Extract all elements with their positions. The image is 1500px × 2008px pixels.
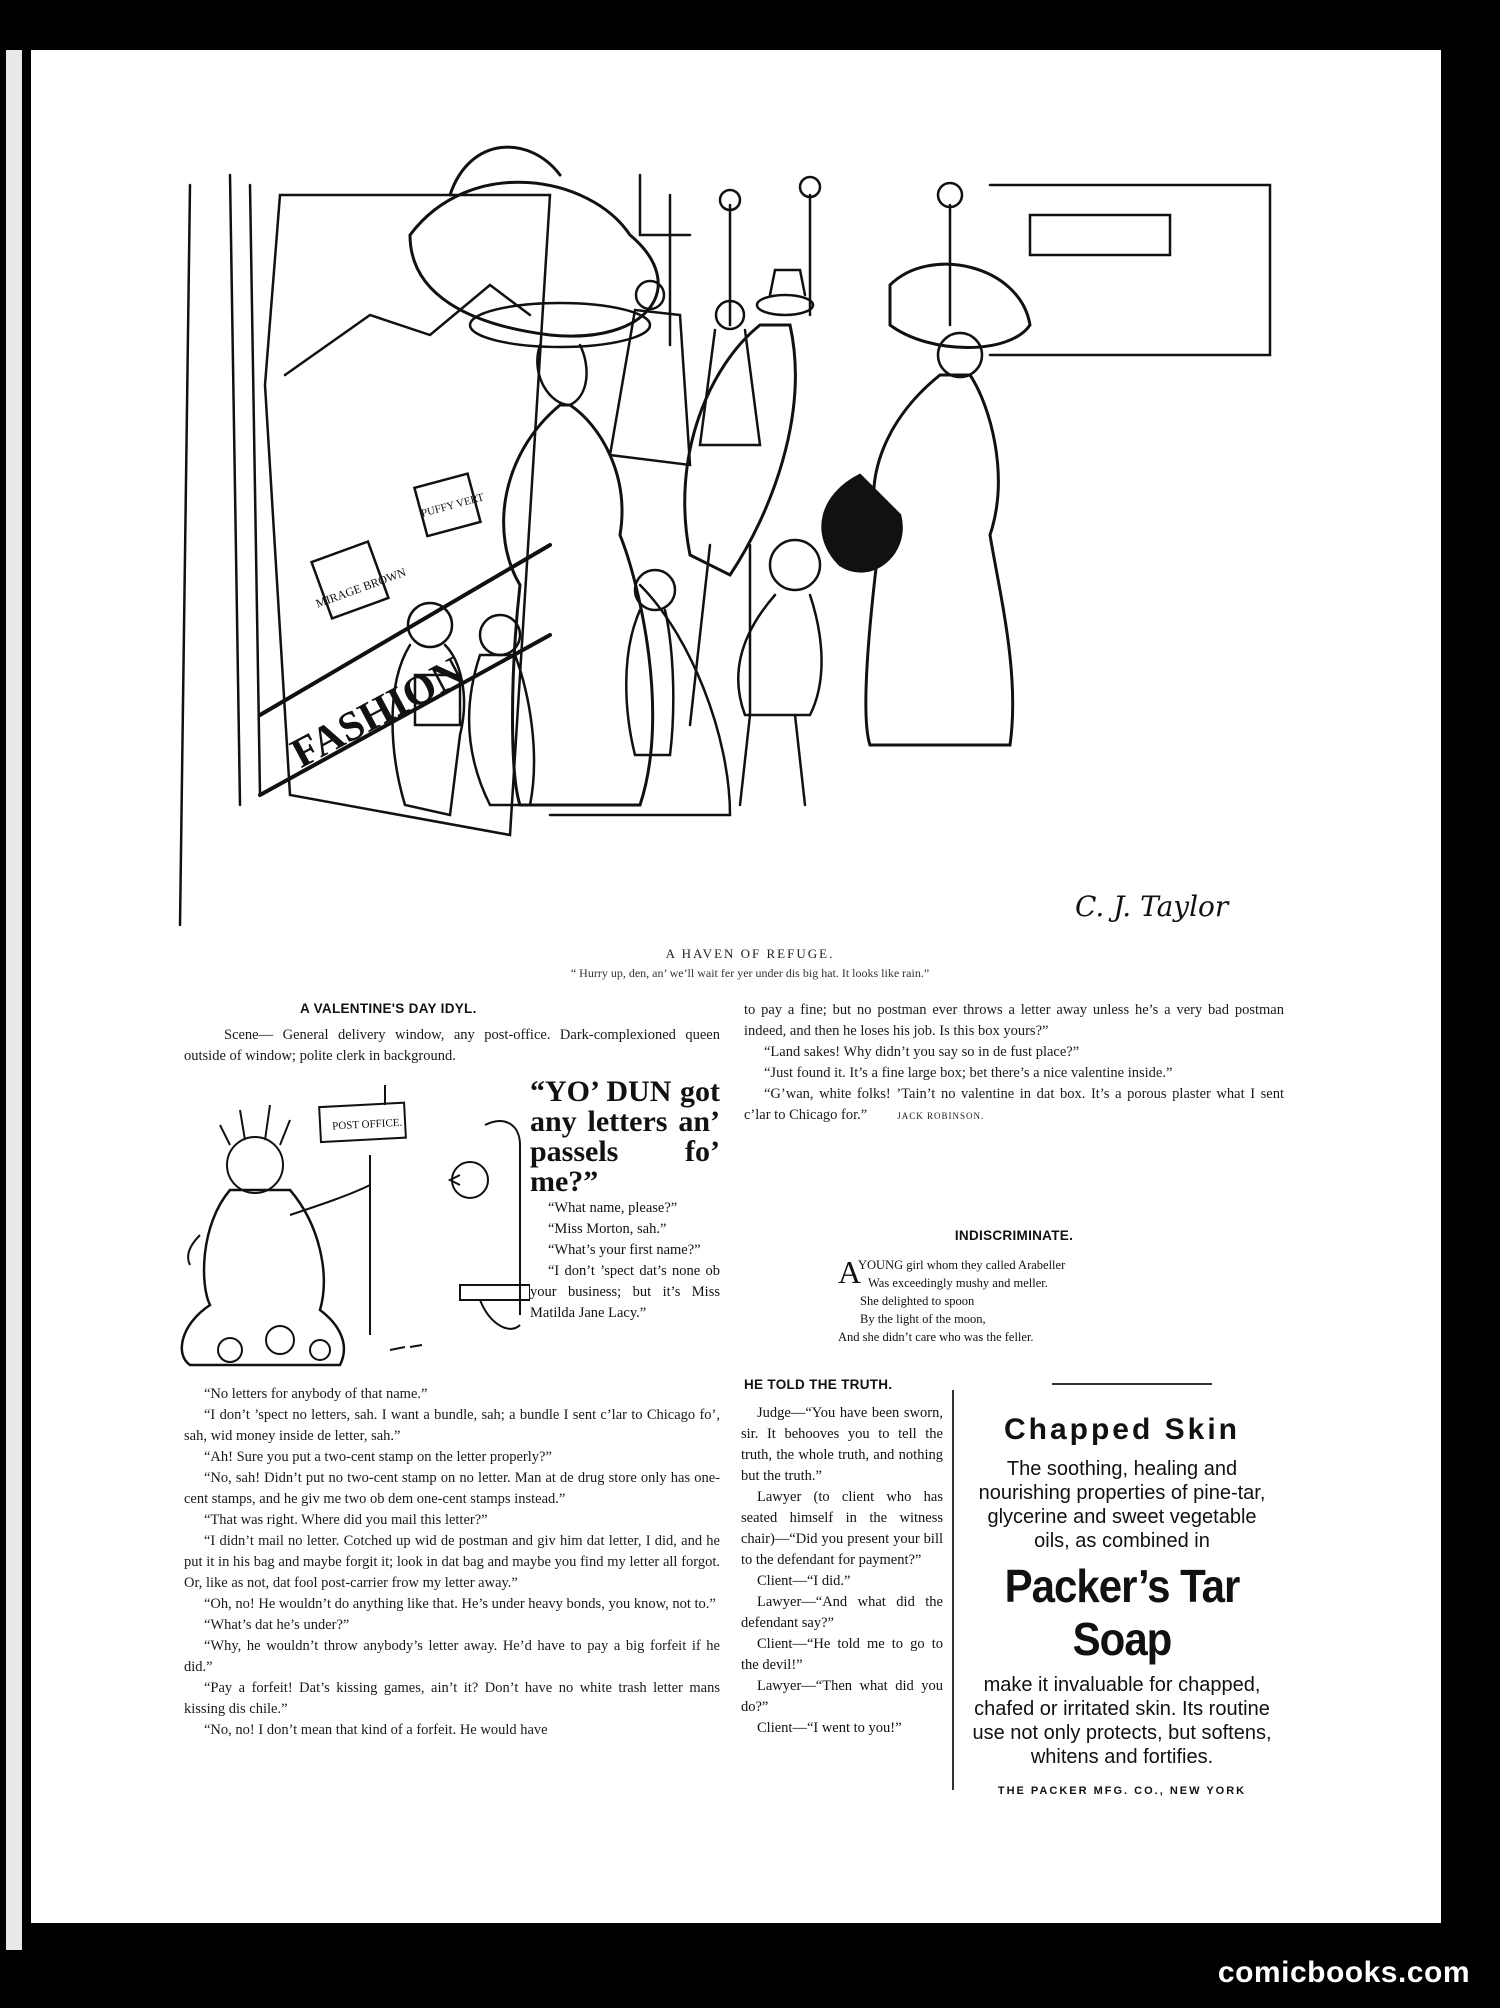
indiscriminate-poem (838, 1256, 1138, 1346)
dialogue-para: “Pay a forfeit! Dat’s kissing games, ain’t it? Don’t have no white trash letter mans kissing dis chile.” (184, 1680, 720, 1717)
dialogue-para: “Why, he wouldn’t throw anybody’s letter away. He’d have to pay a big forfeit if he did.” (184, 1638, 720, 1675)
truth-para: Lawyer—“Then what did you do?” (741, 1678, 943, 1715)
indiscriminate-heading: INDISCRIMINATE. (954, 1228, 1074, 1243)
poem-line: YOUNG girl whom they called Arabeller (858, 1258, 1066, 1272)
dialogue-para: “I didn’t mail no letter. Cotched up wid de postman and giv him dat letter, I did, and he put it in his bag and maybe forgit it; look in dat bag and maybe you find my letter all forgot. Or, like as not, dat fool post-carrier frow my letter away.” (184, 1533, 720, 1591)
ad-top-rule (1052, 1383, 1212, 1385)
ad-body-top: The soothing, healing and nourishing properties of pine-tar, glycerine and sweet vegetable oils, as combined in (978, 1458, 1266, 1552)
dialogue-para: “No, sah! Didn’t put no two-cent stamp on no letter. Man at de drug store only has one-cent stamps, and he giv me two ob dem one-cent stamps instead.” (184, 1470, 720, 1507)
post-office-sign: POST OFFICE. (331, 1116, 403, 1133)
dialogue-line-1: “What name, please?” (548, 1200, 678, 1216)
author-credit: JACK ROBINSON. (897, 1111, 985, 1121)
binding-edge (0, 0, 30, 2008)
truth-para: Judge—“You have been sworn, sir. It behooves you to tell the truth, the whole truth, and nothing but the truth.” (741, 1405, 943, 1484)
price-card-1: MIRAGE BROWN (313, 564, 408, 611)
valentine-dialogue-full (184, 1384, 720, 1741)
price-card-2: PUFFY VERT (419, 491, 486, 520)
valentine-heading: A VALENTINE'S DAY IDYL. (300, 1001, 477, 1016)
dialogue-para: “What’s dat he’s under?” (204, 1617, 350, 1633)
dialogue-para: “Oh, no! He wouldn’t do anything like that. He’s under heavy bonds, you know, not to.” (204, 1596, 716, 1612)
continued-para: “Just found it. It’s a fine large box; bet there’s a nice valentine inside.” (764, 1065, 1173, 1081)
dialogue-line-2: “Miss Morton, sah.” (548, 1221, 667, 1237)
valentine-continued (744, 1000, 1284, 1127)
ad-brand: Packer’s Tar Soap (1004, 1560, 1240, 1665)
street-scene-illustration (170, 115, 1290, 935)
artist-signature: C. J. Taylor (1075, 890, 1229, 923)
drop-cap: A (838, 1254, 862, 1290)
truth-para: Client—“I did.” (757, 1573, 851, 1589)
dialogue-line-0: “YO’ DUN got any letters an’ passels fo’ me?” (530, 1075, 720, 1198)
post-office-cartoon (160, 1085, 530, 1375)
ad-title: Chapped Skin (1003, 1413, 1241, 1446)
dialogue-para: “No letters for anybody of that name.” (204, 1386, 428, 1402)
continued-para: “G’wan, white folks! ’Tain’t no valentine in dat box. It’s a porous plaster what I sent c’lar to Chicago for.” JACK ROBINSON. (744, 1086, 1284, 1123)
continued-para: “Land sakes! Why didn’t you say so in de fust place?” (764, 1044, 1080, 1060)
truth-story (741, 1403, 943, 1739)
ad-footer: THE PACKER MFG. CO., NEW YORK (997, 1785, 1247, 1797)
illustration-caption-title: A HAVEN OF REFUGE. (665, 946, 835, 961)
poem-line: And she didn’t care who was the feller. (838, 1330, 1034, 1344)
truth-para: Lawyer (to client who has seated himself in the witness chair)—“Did you present your bill to the defendant for payment?” (741, 1489, 943, 1568)
dialogue-para: “That was right. Where did you mail this letter?” (204, 1512, 488, 1528)
truth-para: Lawyer—“And what did the defendant say?” (741, 1594, 943, 1631)
dialogue-para: “No, no! I don’t mean that kind of a forfeit. He would have (204, 1722, 548, 1738)
truth-heading: HE TOLD THE TRUTH. (744, 1377, 893, 1392)
dialogue-line-4: “I don’t ’spect dat’s none ob your business; but it’s Miss Matilda Jane Lacy.” (530, 1263, 720, 1321)
soap-advertisement (962, 1405, 1282, 1797)
illustration-caption: “ Hurry up, den, an’ we’ll wait fer yer under dis big hat. It looks like rain.” (570, 966, 930, 980)
dialogue-para: “Ah! Sure you put a two-cent stamp on the letter properly?” (204, 1449, 552, 1465)
valentine-scene: Scene— General delivery window, any post-office. Dark-complexioned queen outside of window; polite clerk in background. (184, 1027, 720, 1064)
dialogue-line-3: “What’s your first name?” (548, 1242, 701, 1258)
continued-para: to pay a fine; but no postman ever throws a letter away unless he’s a very bad postman indeed, and then he loses his job. Is this box yours?” (744, 1002, 1284, 1039)
fashion-sign: FASHION (283, 648, 472, 778)
poem-line: She delighted to spoon (860, 1294, 975, 1308)
poem-line: Was exceedingly mushy and meller. (868, 1276, 1048, 1290)
valentine-dialogue-narrow (530, 1075, 720, 1324)
poem-line: By the light of the moon, (860, 1312, 986, 1326)
facing-page-sliver (6, 50, 22, 1950)
ad-body-bottom: make it invaluable for chapped, chafed or irritated skin. Its routine use not only protects, but softens, whitens and fortifies. (972, 1674, 1272, 1768)
column-rule (952, 1390, 954, 1790)
truth-para: Client—“I went to you!” (757, 1720, 902, 1736)
truth-para: Client—“He told me to go to the devil!” (741, 1636, 943, 1673)
site-watermark: comicbooks.com (1217, 1956, 1470, 1989)
dialogue-para: “I don’t ’spect no letters, sah. I want a bundle, sah; a bundle I sent c’lar to Chicago fo’, sah, wid money inside de letter, sah.” (184, 1407, 720, 1444)
